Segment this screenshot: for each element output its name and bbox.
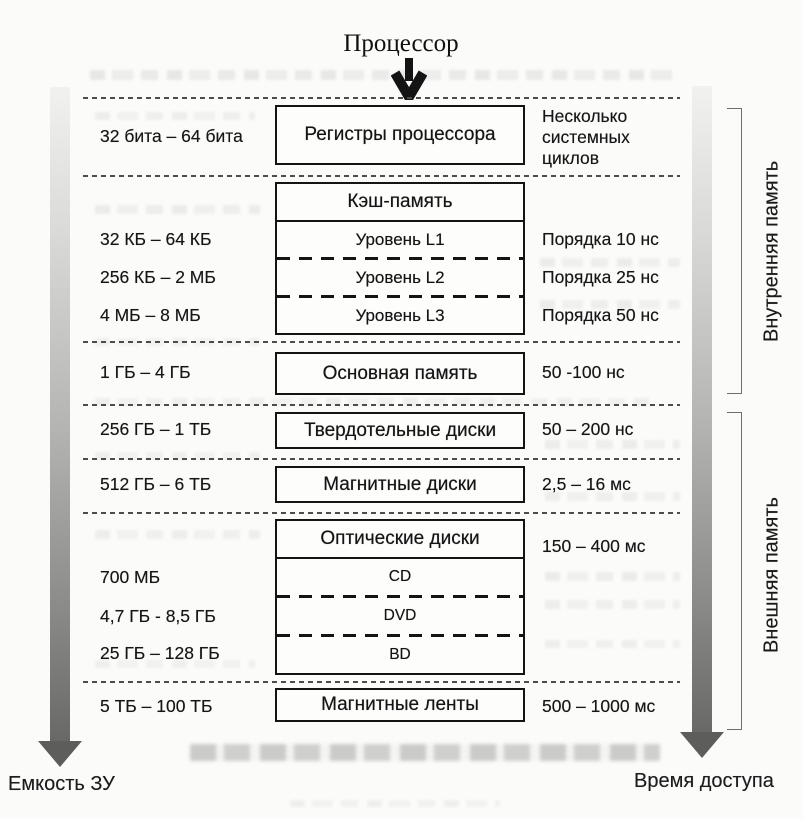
bleed-through-ghost [545, 572, 680, 581]
bleed-through-ghost [95, 112, 255, 120]
optical-cd: CD [388, 568, 412, 585]
capacity-tape: 5 ТБ – 100 ТБ [100, 696, 213, 716]
capacity-dvd: 4,7 ГБ - 8,5 ГБ [100, 606, 216, 626]
bleed-through-ghost [190, 744, 660, 761]
external-memory-bracket [727, 412, 742, 730]
access-time-axis-label: Время доступа [634, 770, 774, 792]
bleed-through-ghost [545, 600, 680, 609]
time-registers [542, 106, 630, 169]
time-tape: 500 – 1000 мс [542, 696, 656, 716]
capacity-cache-l2: 256 КБ – 2 МБ [100, 267, 216, 287]
time-main-memory: 50 -100 нс [542, 362, 625, 382]
bleed-through-ghost [95, 530, 260, 539]
box-tape: Магнитные ленты [275, 688, 525, 722]
time-cache-l1: Порядка 10 нс [542, 229, 659, 249]
optical-bd: BD [389, 646, 411, 663]
row-separator [83, 404, 680, 406]
bleed-through-ghost [545, 640, 680, 648]
row-separator [83, 97, 680, 99]
row-separator [83, 512, 680, 514]
bleed-through-ghost [95, 205, 260, 214]
box-hdd: Магнитные диски [275, 466, 525, 503]
access-time-arrow-bar [692, 86, 712, 734]
row-separator [83, 175, 680, 177]
capacity-cache-l3: 4 МБ – 8 МБ [100, 305, 201, 325]
external-memory-label: Внешняя память [760, 497, 783, 653]
box-optical [275, 519, 525, 675]
down-arrow-icon [391, 58, 427, 100]
box-ssd: Твердотельные диски [275, 412, 525, 449]
box-cache [275, 182, 525, 335]
capacity-cd: 700 МБ [100, 567, 161, 587]
cache-level-l3: Уровень L3 [355, 305, 445, 325]
time-optical: 150 – 400 мс [542, 536, 646, 556]
access-time-arrow-head [680, 732, 724, 758]
capacity-hdd: 512 ГБ – 6 ТБ [100, 474, 212, 494]
capacity-bd: 25 ГБ – 128 ГБ [100, 643, 220, 663]
cache-header: Кэш-память [277, 184, 523, 222]
capacity-axis-label: Емкость ЗУ [8, 773, 115, 795]
capacity-main-memory: 1 ГБ – 4 ГБ [100, 362, 191, 382]
row-separator [83, 681, 680, 683]
box-main-memory: Основная память [275, 352, 525, 395]
capacity-arrow-head [38, 741, 82, 767]
optical-dvd: DVD [383, 607, 417, 624]
internal-memory-bracket [727, 108, 742, 394]
bleed-through-ghost [540, 258, 680, 267]
bleed-through-ghost [545, 440, 680, 449]
internal-memory-label: Внутренняя память [760, 160, 783, 342]
time-registers-line1: Несколько [542, 106, 628, 126]
bleed-through-ghost [290, 800, 500, 807]
cache-level-l2: Уровень L2 [355, 267, 445, 287]
time-ssd: 50 – 200 нс [542, 419, 634, 439]
row-separator [83, 458, 680, 460]
capacity-registers: 32 бита – 64 бита [100, 126, 243, 146]
box-registers: Регистры процессора [275, 105, 525, 165]
cache-level-l1: Уровень L1 [355, 229, 445, 249]
capacity-cache-l1: 32 КБ – 64 КБ [100, 229, 212, 249]
time-cache-l2: Порядка 25 нс [542, 267, 659, 287]
time-hdd: 2,5 – 16 мс [542, 474, 631, 494]
time-registers-line2: системных [542, 127, 630, 147]
optical-header: Оптические диски [277, 521, 523, 559]
row-separator [83, 341, 680, 343]
bleed-through-ghost [90, 70, 675, 80]
time-registers-line3: циклов [542, 148, 600, 168]
processor-label: Процессор [343, 30, 459, 57]
time-cache-l3: Порядка 50 нс [542, 305, 659, 325]
capacity-arrow-bar [50, 87, 70, 743]
capacity-ssd: 256 ГБ – 1 ТБ [100, 419, 212, 439]
